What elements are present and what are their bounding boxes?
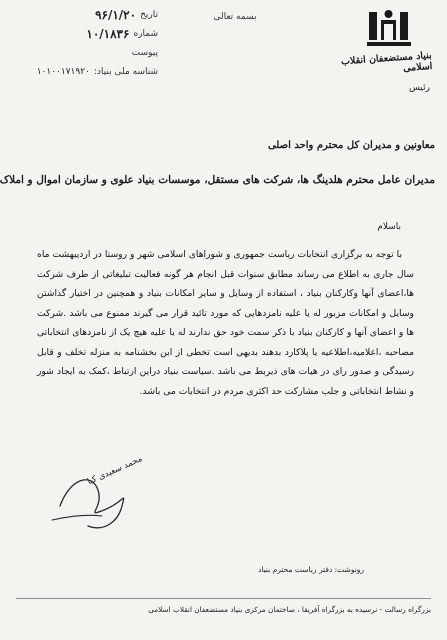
date-row <box>8 6 158 25</box>
attachment-row <box>8 44 158 63</box>
foundation-logo-icon <box>364 6 414 48</box>
office-title: رئیس <box>408 83 430 93</box>
body-paragraph: با توجه به برگزاری انتخابات ریاست جمهوری و شوراهای اسلامی شهر و روستا در اردیبهشت ماه سال جاری به اطلاع می رساند مطابق سنوات قبل انجام هر گونه فعالیت تبلیغاتی از طرف شرکت ها،اعضای آنها وکارکنان بنیاد ، استفاده از وسایل و سایر امکانات بنیاد و همچنین در اختیار گذاشتن وسایل و امکانات مزبور له یا علیه نامزدهایی که مورد تائید قرار می گیرند ممنوع می باشد .شرکت ها و اعضای آنها و کارکنان بنیاد با ذکر سمت خود حق ندارند له یا علیه هیچ یک از نامزدهای انتخاباتی مصاحبه ،اعلامیه،اطلاعیه یا پلاکارد بدهند بدیهی است تخطی از این بخشنامه به منزله تخلف و قابل رسیدگی و صدور رای در هیات های ذیربط می باشد .سیاست بنیاد دراین ارتباط ،کمک به ایجاد شور و نشاط انتخاباتی و جلب مشارکت حد اکثری مردم در انتخابات می باشد. <box>37 249 414 397</box>
number-label: شماره <box>133 29 158 39</box>
date-value: ۹۶/۱/۲۰ <box>95 8 137 22</box>
letter-body <box>37 245 414 401</box>
carbon-copy: رونوشت: دفتر ریاست محترم بنیاد <box>258 565 365 574</box>
footer-address: بزرگراه رسالت - نرسیده به بزرگراه آفریقا ، ساختمان مرکزی بنیاد مستضعفان انقلاب اسلامی <box>148 605 431 614</box>
basmala: بسمه تعالی <box>213 12 257 22</box>
greeting: باسلام <box>377 222 401 232</box>
national-id-value: ۱۰۱۰۰۱۷۱۹۲۰ <box>36 67 90 77</box>
national-id-label: شناسه ملی بنیاد: <box>93 67 158 77</box>
letter-meta <box>8 6 158 82</box>
addressee-line-2: مدیران عامل محترم هلدینگ ها، شرکت های مستقل، موسسات بنیاد علوی و سازمان اموال و املاک <box>0 174 435 186</box>
national-id-row <box>8 63 158 82</box>
date-label: تاریخ <box>140 10 158 20</box>
signatory-name: محمد سعیدی کیا <box>86 454 144 488</box>
signature-icon <box>40 466 140 536</box>
number-value: ۱۰/۱۸۳۶ <box>86 27 130 41</box>
organization-name: بنیاد مستضعفان انقلاب اسلامی <box>340 50 433 75</box>
attachment-label: پیوست <box>131 48 158 58</box>
footer-divider <box>16 598 431 599</box>
number-row <box>8 25 158 44</box>
addressee-line-1: معاونین و مدیران کل محترم واحد اصلی <box>267 140 435 151</box>
